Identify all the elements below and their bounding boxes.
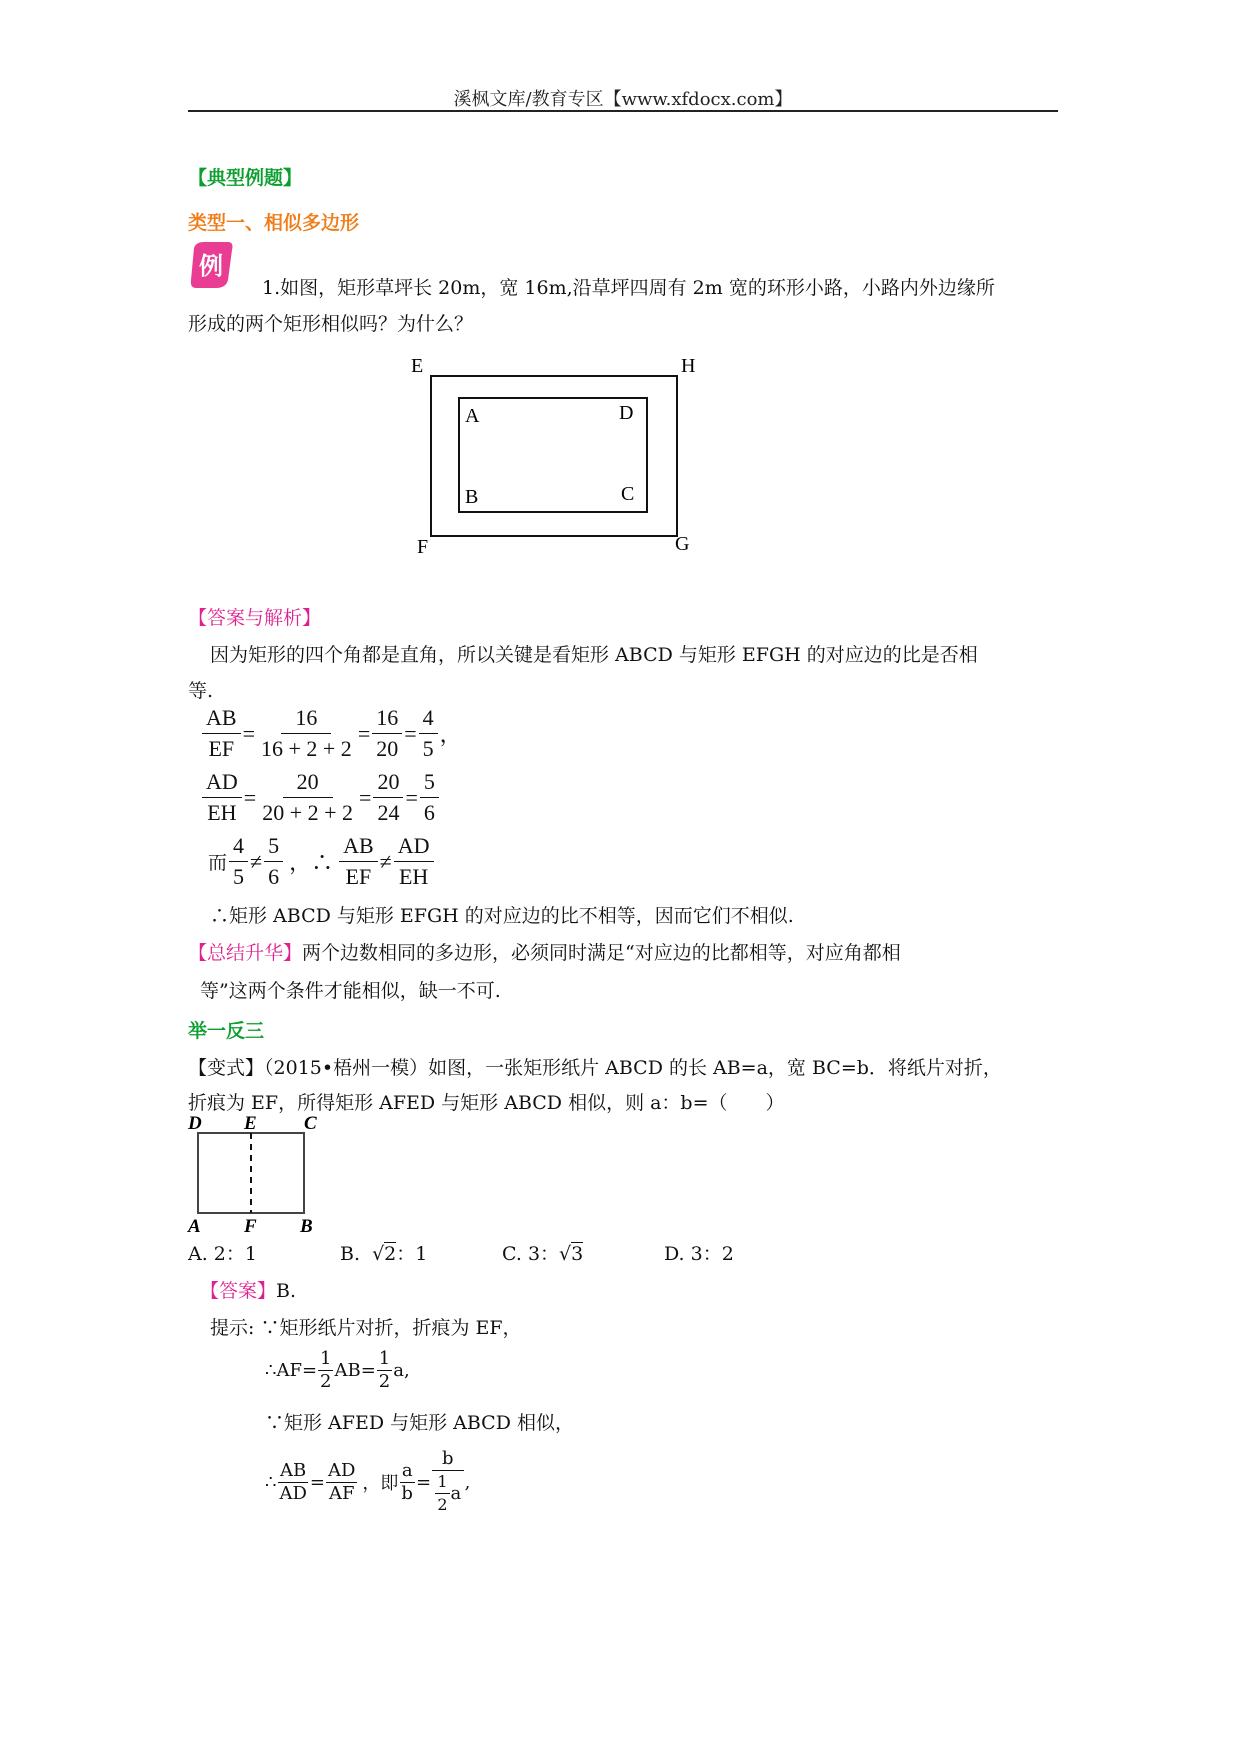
- hint-line: 提示: ∵矩形纸片对折，折痕为 EF，: [210, 1317, 522, 1339]
- label-A: A: [465, 405, 480, 427]
- answer-conclusion: ∴矩形 ABCD 与矩形 EFGH 的对应边的比不相等，因而它们不相似.: [210, 905, 794, 927]
- label-E2: E: [244, 1113, 257, 1134]
- answer2-heading: 【答案】: [200, 1280, 277, 1302]
- step-similar: ∵矩形 AFED 与矩形 ABCD 相似，: [265, 1412, 574, 1434]
- example-text-line1: 1.如图，矩形草坪长 20m，宽 16m,沿草坪四周有 2m 宽的环形小路，小路内外边缘所: [262, 277, 995, 299]
- label-D2: D: [188, 1113, 202, 1134]
- svg-text:例: 例: [199, 254, 223, 280]
- label-G: G: [675, 533, 690, 555]
- label-F2: F: [244, 1216, 257, 1236]
- label-C: C: [621, 483, 635, 505]
- page-header: 溪枫文库/教育专区【www.xfdocx.com】: [453, 89, 793, 110]
- answer-heading: 【答案与解析】: [188, 607, 322, 629]
- practice-line1: 【变式】（2015•梧州一模）如图，一张矩形纸片 ABCD 的长 AB=a，宽 BC=b．将纸片对折，: [188, 1057, 1002, 1079]
- label-H: H: [681, 355, 696, 377]
- label-E: E: [411, 355, 424, 377]
- label-D: D: [619, 402, 634, 424]
- practice-line2: 折痕为 EF，所得矩形 AFED 与矩形 ABCD 相似，则 a：b=（ ）: [188, 1092, 785, 1114]
- summary-heading: 【总结升华】: [188, 942, 303, 964]
- figure-folded-rectangle: [186, 1110, 326, 1236]
- option-c[interactable]: C. 3：√3: [502, 1243, 584, 1265]
- step-af: ∴AF= $\frac{1}{2}$ AB= $\frac{1}{2}$ a,: [265, 1348, 410, 1392]
- type-heading: 类型一、相似多边形: [188, 212, 360, 234]
- step-ratio: ∴ $\frac{AB}{AD}$ = $\frac{AD}{AF}$ ，即 $\frac{a}{b}$ = b 1 2 a ,: [265, 1448, 471, 1514]
- practice-heading: 举一反三: [188, 1020, 265, 1042]
- label-F: F: [417, 536, 429, 558]
- label-A2: A: [188, 1216, 201, 1236]
- summary-line1: 【总结升华】两个边数相同的多边形，必须同时满足“对应边的比都相等，对应角都相: [188, 942, 901, 964]
- equation-comparison: 而 $\frac{4}{5}$ ≠ $\frac{5}{6}$ ，∴ $\frac{AB}{EF}$ ≠ $\frac{AD}{EH}$: [208, 831, 436, 892]
- summary-line2: 等”这两个条件才能相似，缺一不可.: [200, 980, 501, 1002]
- answer-line1: 因为矩形的四个角都是直角，所以关键是看矩形 ABCD 与矩形 EFGH 的对应边的比是否相: [210, 644, 978, 666]
- example-badge-icon: [188, 240, 234, 290]
- option-a[interactable]: A. 2：1: [188, 1243, 257, 1265]
- label-C2: C: [304, 1113, 317, 1134]
- header-rule: [188, 110, 1058, 112]
- option-d[interactable]: D. 3：2: [664, 1243, 734, 1265]
- option-b[interactable]: B. √2：1: [340, 1243, 428, 1265]
- section-title: 【典型例题】: [188, 167, 303, 189]
- equation-ab-ef: $\frac{AB}{EF}$ = $\frac{16}{16 + 2 + 2}$ = $\frac{16}{20}$ = $\frac{4}{5}$ ，: [200, 703, 462, 764]
- answer2-line: 【答案】B.: [200, 1280, 297, 1302]
- example-text-line2: 形成的两个矩形相似吗？为什么？: [188, 313, 474, 335]
- figure-rectangles: [405, 350, 705, 560]
- label-B: B: [465, 486, 479, 508]
- answer-line2: 等.: [188, 680, 214, 702]
- label-B2: B: [300, 1216, 313, 1236]
- equation-ad-eh: $\frac{AD}{EH}$ = $\frac{20}{20 + 2 + 2}$ = $\frac{20}{24}$ = $\frac{5}{6}$: [200, 767, 441, 828]
